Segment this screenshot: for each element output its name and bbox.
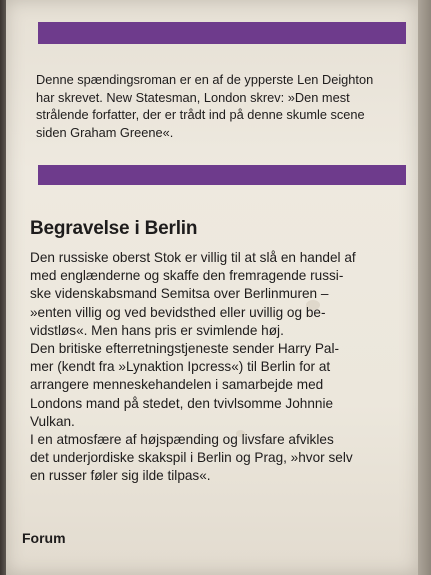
review-quote: Denne spændingsroman er en af de ypperste Len Deighton har skrevet. New Statesman, London skrev: »Den mest strålende forfatter, der er trådt ind på denne skumle scene siden Graham Greene«.: [36, 72, 374, 140]
book-title: Begravelse i Berlin: [30, 218, 198, 239]
publisher-name: Forum: [22, 530, 66, 546]
decorative-band-top: [38, 22, 406, 44]
decorative-band-middle: [38, 165, 406, 185]
synopsis-text: Den russiske oberst Stok er villig til at slå en handel af med englænderne og skaffe den fremragende russi- ske videnskabsmand Semitsa over Berlinmuren – »enten villig og ved bevidsthed eller uvillig og be- vidstløs«. Men hans pris er svimlende høj. Den britiske efterretningstjeneste sender Harry Pal- mer (kendt fra »Lynaktion Ipcress«) til Berlin for at arrangere menneskehandelen i samarbejde med Londons mand på stedet, den tvivlsomme Johnnie Vulkan. I en atmosfære af højspænding og livsfare afvikles det underjordiske skakspil i Berlin og Prag, »hvor selv en russer føler sig ilde tilpas«.: [30, 250, 356, 484]
